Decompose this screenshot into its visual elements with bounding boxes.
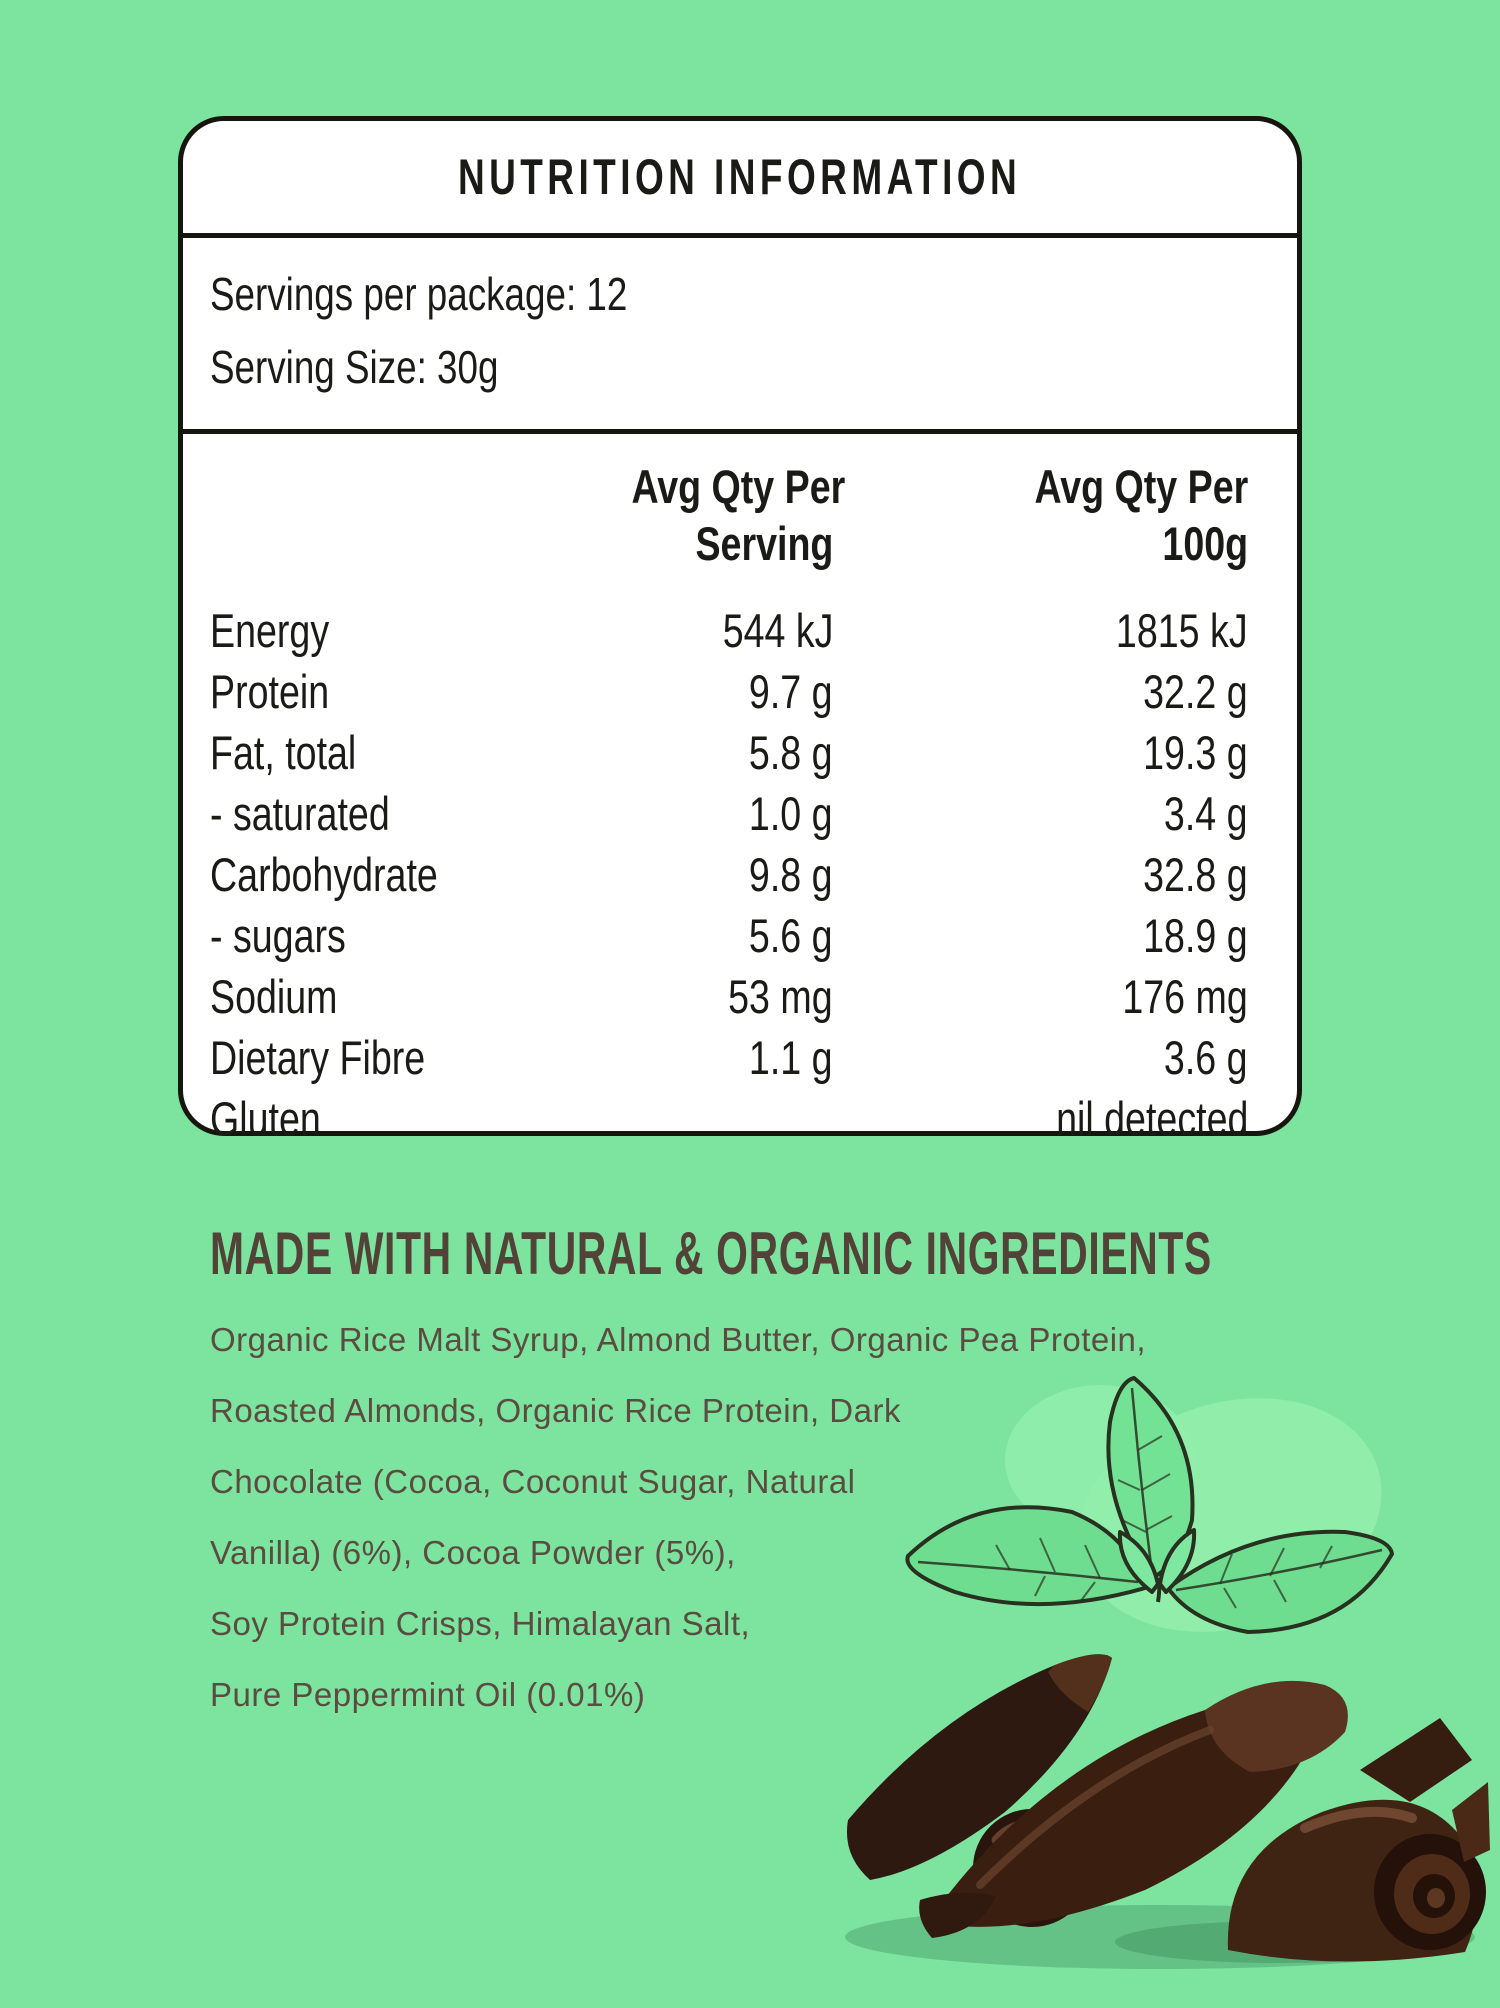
- value-per-100g: 1815 kJ: [1116, 604, 1248, 657]
- chocolate-mint-illustration: [800, 1340, 1490, 1990]
- header-spacer: [210, 458, 578, 572]
- nutrition-table: [183, 458, 1297, 1149]
- value-per-100g: 32.2 g: [1143, 665, 1248, 718]
- mint-stem: [1158, 1578, 1159, 1602]
- value-per-serving: 5.8 g: [749, 726, 833, 779]
- value-per-100g: 3.6 g: [1164, 1031, 1248, 1084]
- row-label: - saturated: [210, 787, 390, 840]
- chocolate-shard-top: [1360, 1718, 1472, 1802]
- value-per-100g: nil detected: [1055, 1092, 1248, 1145]
- table-row-fat-total: [210, 722, 1248, 783]
- table-row-gluten: [210, 1088, 1248, 1149]
- value-per-100g: 3.4 g: [1164, 787, 1248, 840]
- value-per-serving: 1.1 g: [749, 1031, 833, 1084]
- table-row-carbohydrate: [210, 844, 1248, 905]
- value-per-serving: 9.8 g: [749, 848, 833, 901]
- value-per-100g: 18.9 g: [1143, 909, 1248, 962]
- value-per-serving: 1.0 g: [749, 787, 833, 840]
- ingredients-line: Pure Peppermint Oil (0.01%): [210, 1676, 646, 1713]
- table-row-protein: [210, 661, 1248, 722]
- table-row-dietary-fibre: [210, 1027, 1248, 1088]
- chocolate-roll-spiral-core: [1427, 1888, 1445, 1908]
- value-per-serving: 5.6 g: [749, 909, 833, 962]
- value-per-100g: 32.8 g: [1143, 848, 1248, 901]
- row-label: Energy: [210, 604, 330, 657]
- servings-section: [183, 238, 1297, 434]
- ingredients-line: Soy Protein Crisps, Himalayan Salt,: [210, 1605, 751, 1642]
- ingredients-line: Chocolate (Cocoa, Coconut Sugar, Natural: [210, 1463, 856, 1500]
- nutrition-panel: [178, 116, 1302, 1145]
- panel-title-text: NUTRITION INFORMATION: [458, 149, 1022, 205]
- serving-size: Serving Size: 30g: [210, 341, 499, 393]
- ingredients-heading: MADE WITH NATURAL & ORGANIC INGREDIENTS: [210, 1220, 1212, 1287]
- ingredients-line: Vanilla) (6%), Cocoa Powder (5%),: [210, 1534, 736, 1571]
- col-header-serving: Avg Qty Per Serving: [631, 460, 846, 570]
- row-label: Protein: [210, 665, 330, 718]
- ingredients-line: Organic Rice Malt Syrup, Almond Butter, Organic Pea Protein,: [210, 1321, 1147, 1358]
- value-per-100g: 176 mg: [1122, 970, 1248, 1023]
- value-per-serving: 9.7 g: [749, 665, 833, 718]
- servings-per-package: Servings per package: 12: [210, 268, 628, 320]
- value-per-100g: 19.3 g: [1143, 726, 1248, 779]
- table-row-sugars: [210, 905, 1248, 966]
- table-row-sodium: [210, 966, 1248, 1027]
- row-label: Carbohydrate: [210, 848, 438, 901]
- row-label: - sugars: [210, 909, 346, 962]
- row-label: Gluten: [210, 1092, 321, 1145]
- table-header: [210, 458, 1248, 572]
- value-per-serving: 53 mg: [728, 970, 833, 1023]
- row-label: Fat, total: [210, 726, 357, 779]
- row-label: Dietary Fibre: [210, 1031, 426, 1084]
- row-label: Sodium: [210, 970, 338, 1023]
- value-per-serving: 544 kJ: [722, 604, 833, 657]
- panel-title: [183, 121, 1297, 238]
- table-row-saturated: [210, 783, 1248, 844]
- value-per-serving: [578, 1088, 833, 1149]
- ingredients-line: Roasted Almonds, Organic Rice Protein, Dark: [210, 1392, 901, 1429]
- col-header-100g: Avg Qty Per 100g: [1034, 460, 1248, 570]
- table-row-energy: [210, 600, 1248, 661]
